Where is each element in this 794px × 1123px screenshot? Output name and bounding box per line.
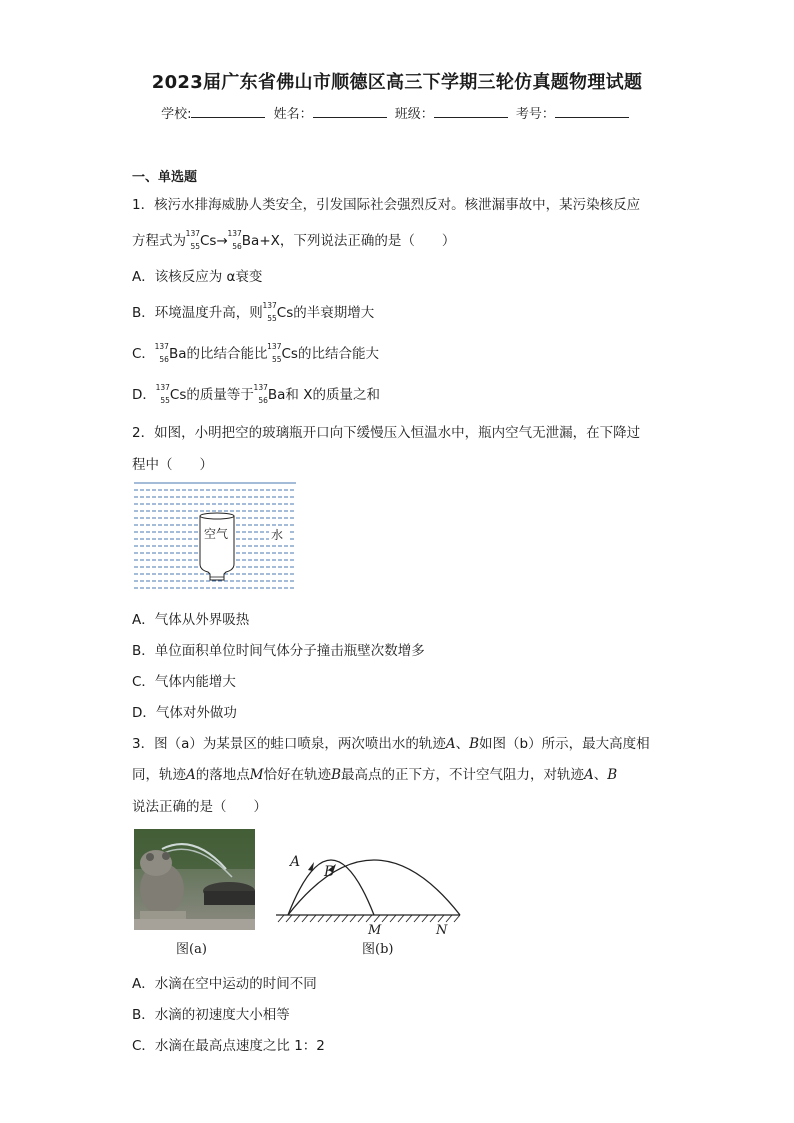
stem-var: B [607,767,618,783]
bottle-in-water-figure [134,478,298,596]
stem-text: 如图（b）所示，最大高度相 [479,736,650,752]
atomic-number: 55 [160,396,170,405]
q2-stem-line1: 2．如图，小明把空的玻璃瓶开口向下缓慢压入恒温水中，瓶内空气无泄漏，在下降过 [132,425,641,441]
option-text: D． [132,387,156,403]
option-text: Cs的质量等于 [169,387,254,403]
class-blank[interactable] [434,105,508,118]
stem-text: 最高点的正下方，不计空气阻力，对轨迹 [341,767,584,783]
option-text: B．环境温度升高，则 [132,305,263,321]
number-label: 考号： [515,107,555,122]
atomic-number: 56 [159,355,169,364]
frog-fountain-photo [134,829,255,930]
water-label: 水 [271,528,284,542]
mass-number: 137 [185,229,200,238]
school-blank[interactable] [191,105,265,118]
atomic-number: 55 [190,242,200,251]
label-a: A [290,854,301,870]
q1-stem-suffix: Ba+X，下列说法正确的是（ ） [241,233,456,249]
class-label: 班级： [394,107,434,122]
mass-number: 137 [155,383,170,392]
stem-text: 同，轨迹 [132,767,186,783]
q2-option-a[interactable]: A．气体从外界吸热 [132,612,250,628]
stem-var: B [331,767,341,783]
section-heading: 一、单选题 [132,170,198,185]
mass-number: 137 [267,342,282,351]
q1-stem-prefix: 方程式为 [132,233,186,249]
stem-var: A [186,767,196,783]
q1-stem-line1: 1．核污水排海威胁人类安全，引发国际社会强烈反对。核泄漏事故中，某污染核反应 [132,197,641,213]
q3-option-a[interactable]: A．水滴在空中运动的时间不同 [132,976,317,992]
stem-text: 、 [593,767,608,783]
air-label: 空气 [204,527,229,541]
mass-number: 137 [227,229,242,238]
mass-number: 137 [154,342,169,351]
option-text: C． [132,346,155,362]
q3-option-b[interactable]: B．水滴的初速度大小相等 [132,1007,290,1023]
q1-option-d[interactable] [132,383,380,403]
option-text: Ba的比结合能比 [168,346,268,362]
figure-a-caption: 图(a) [176,942,207,957]
bottle [200,513,234,580]
cs-symbol: Cs [200,233,217,249]
q2-option-c[interactable]: C．气体内能增大 [132,674,236,690]
q2-option-b[interactable]: B．单位面积单位时间气体分子撞击瓶壁次数增多 [132,643,425,659]
mass-number: 137 [253,383,268,392]
figure-b-caption: 图(b) [362,942,394,957]
label-m: M [368,923,382,938]
page-title: 2023届广东省佛山市顺德区高三下学期三轮仿真题物理试题 [151,72,643,93]
mass-number: 137 [262,301,277,310]
ba-nuclide-notation [154,342,169,364]
q1-option-c[interactable] [132,342,379,362]
ba-nuclide-notation [227,229,242,251]
name-blank[interactable] [313,105,387,118]
q1-option-b[interactable] [132,301,374,321]
ba-nuclide-notation [253,383,268,405]
atomic-number: 55 [271,355,282,364]
stem-text: 的落地点 [195,767,250,783]
trajectory-diagram [270,826,466,938]
atomic-number: 55 [267,314,277,323]
name-label: 姓名： [273,107,313,122]
stem-var: A [584,767,594,783]
stem-var: M [249,767,264,783]
q2-stem-line2: 程中（ ） [132,457,213,473]
cs-nuclide-notation [267,342,282,364]
q3-stem-line1 [132,732,650,752]
option-text: Ba和 X的质量之和 [267,387,380,403]
option-text: Cs的比结合能大 [281,346,379,362]
stem-text: 、 [455,736,470,752]
q1-stem-line2 [132,229,455,249]
option-text: Cs的半衰期增大 [276,305,375,321]
q3-stem-line2 [132,763,617,783]
label-n: N [436,923,448,938]
cs-nuclide-notation [155,383,170,405]
ground-hatching [278,915,460,922]
stem-text: 恰好在轨迹 [263,767,332,783]
student-info-row [0,103,794,122]
stem-var: A [445,736,456,752]
school-label: 学校: [161,107,192,122]
stem-var: B [469,736,480,752]
label-b: B [324,864,335,880]
q2-option-d[interactable]: D．气体对外做功 [132,705,237,721]
stem-text: 3．图（a）为某景区的蛙口喷泉，两次喷出水的轨迹 [132,736,446,752]
number-blank[interactable] [555,105,629,118]
atomic-number: 56 [232,242,242,251]
q3-stem-line3: 说法正确的是（ ） [132,799,267,815]
q3-option-c[interactable]: C．水滴在最高点速度之比 1：2 [132,1038,325,1054]
reaction-arrow: → [216,233,228,249]
atomic-number: 56 [258,396,268,405]
q1-option-a[interactable]: A．该核反应为 α衰变 [132,269,263,285]
cs-nuclide-notation [262,301,277,323]
cs-nuclide-notation [185,229,200,251]
